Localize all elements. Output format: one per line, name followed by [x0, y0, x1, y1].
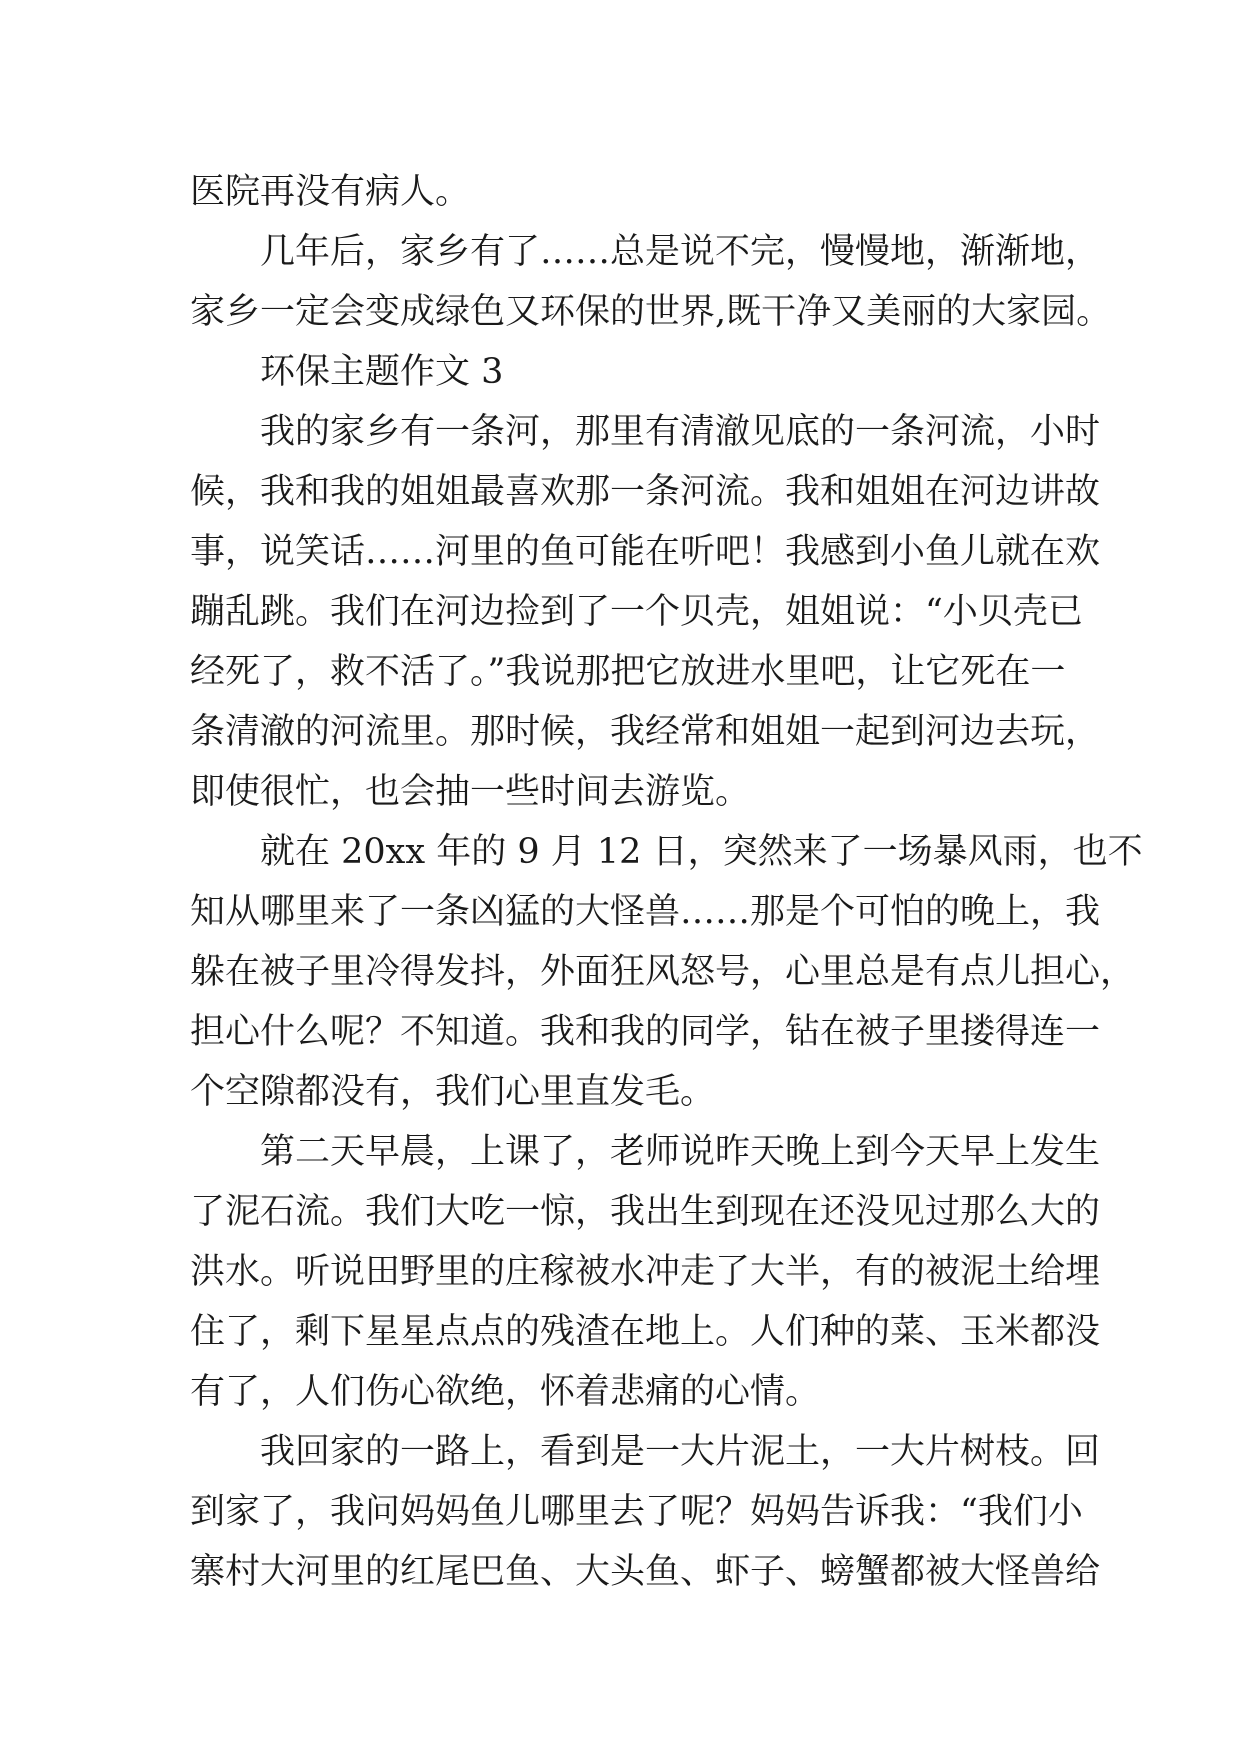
- text-line: 几年后，家乡有了……总是说不完，慢慢地，渐渐地，: [260, 232, 1101, 272]
- text-line: 寨村大河里的红尾巴鱼、大头鱼、虾子、螃蟹都被大怪兽给: [190, 1552, 1101, 1592]
- text-line: 第二天早晨，上课了，老师说昨天晚上到今天早上发生: [260, 1132, 1101, 1172]
- text-line: 条清澈的河流里。那时候，我经常和姐姐一起到河边去玩，: [190, 712, 1101, 752]
- text-line: 医院再没有病人。: [190, 172, 471, 212]
- text-line: 到家了，我问妈妈鱼儿哪里去了呢？妈妈告诉我：“我们小: [190, 1492, 1083, 1532]
- text-line: 洪水。听说田野里的庄稼被水冲走了大半，有的被泥土给埋: [190, 1252, 1101, 1292]
- text-line: 有了，人们伤心欲绝，怀着悲痛的心情。: [190, 1372, 821, 1412]
- text-line: 躲在被子里冷得发抖，外面狂风怒号，心里总是有点儿担心，: [190, 952, 1136, 992]
- text-line: 家乡一定会变成绿色又环保的世界,既干净又美丽的大家园。: [190, 292, 1112, 332]
- text-line: 我回家的一路上，看到是一大片泥土，一大片树枝。回: [260, 1432, 1101, 1472]
- text-line: 就在 20xx 年的 9 月 12 日，突然来了一场暴风雨，也不: [260, 832, 1143, 872]
- text-line: 蹦乱跳。我们在河边捡到了一个贝壳，姐姐说：“小贝壳已: [190, 592, 1083, 632]
- text-line: 环保主题作文 3: [260, 352, 504, 392]
- document-body: [190, 162, 1143, 1602]
- text-line: 即使很忙，也会抽一些时间去游览。: [190, 772, 751, 812]
- text-line: 知从哪里来了一条凶猛的大怪兽……那是个可怕的晚上，我: [190, 892, 1101, 932]
- text-line: 住了，剩下星星点点的残渣在地上。人们种的菜、玉米都没: [190, 1312, 1101, 1352]
- text-line: 了泥石流。我们大吃一惊，我出生到现在还没见过那么大的: [190, 1192, 1101, 1232]
- text-line: 事，说笑话……河里的鱼可能在听吧！我感到小鱼儿就在欢: [190, 532, 1101, 572]
- text-line: 个空隙都没有，我们心里直发毛。: [190, 1072, 716, 1112]
- text-line: 担心什么呢？不知道。我和我的同学，钻在被子里搂得连一: [190, 1012, 1101, 1052]
- text-line: 经死了，救不活了。”我说那把它放进水里吧，让它死在一: [190, 652, 1066, 692]
- text-line: 我的家乡有一条河，那里有清澈见底的一条河流，小时: [260, 412, 1101, 452]
- text-line: 候，我和我的姐姐最喜欢那一条河流。我和姐姐在河边讲故: [190, 472, 1101, 512]
